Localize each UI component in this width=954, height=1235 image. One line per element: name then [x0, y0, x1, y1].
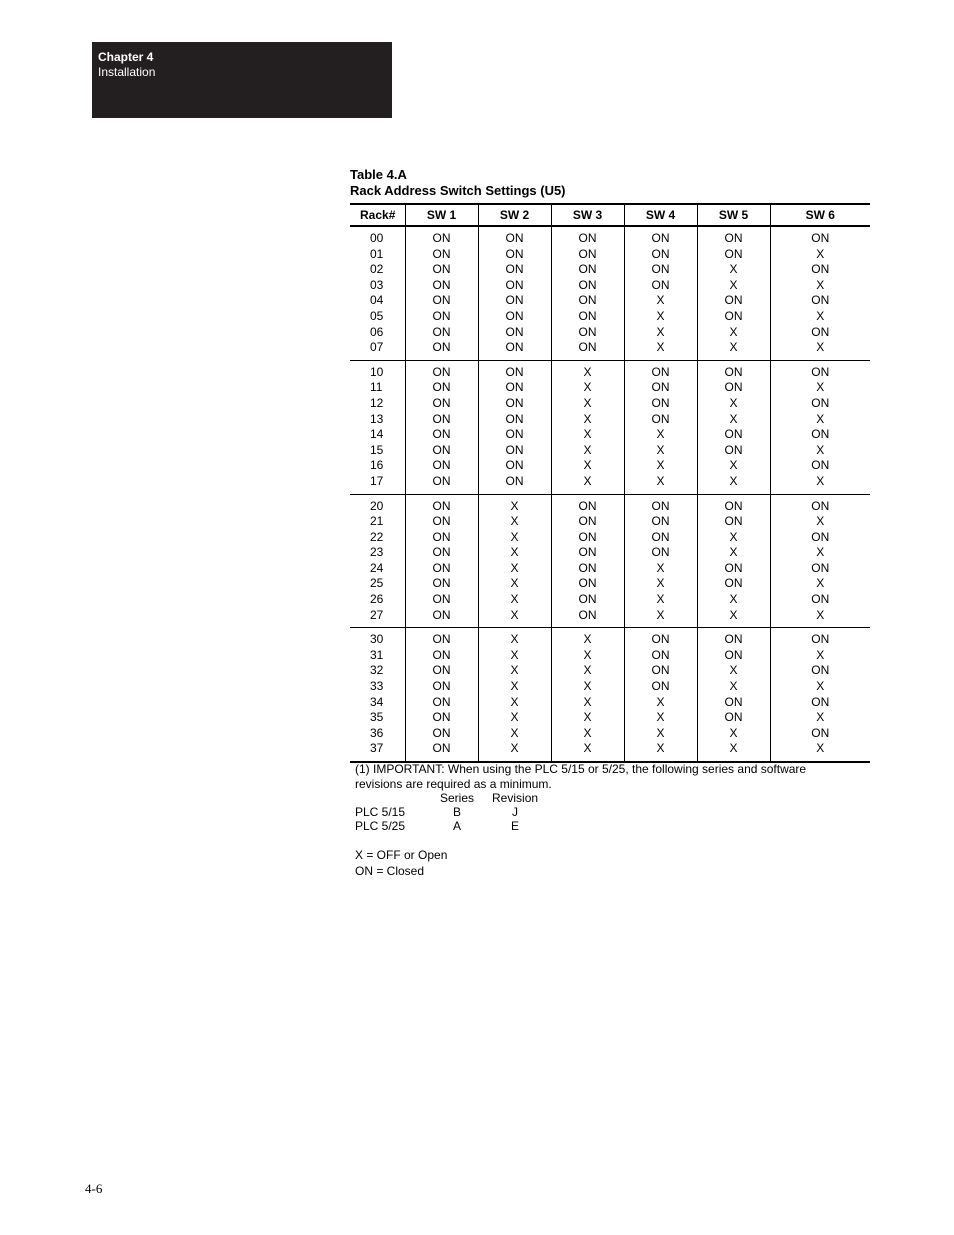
cell-sw1: ON: [405, 380, 478, 396]
cell-rack: 26: [350, 592, 405, 608]
cell-sw2: ON: [478, 396, 551, 412]
table-row: [350, 663, 870, 679]
cell-sw5: X: [697, 726, 770, 742]
cell-sw4: X: [624, 695, 697, 711]
table-row: [350, 360, 870, 380]
cell-sw6: X: [816, 411, 825, 426]
cell-sw5: ON: [697, 695, 770, 711]
cell-sw6: X: [816, 380, 825, 395]
cell-rack: 24: [350, 561, 405, 577]
cell-sw6: ON: [811, 663, 830, 678]
cell-sw1: ON: [405, 628, 478, 648]
cell-sw3: X: [551, 474, 624, 494]
cell-sw4: X: [624, 293, 697, 309]
table-row: [350, 530, 870, 546]
cell-rack: 03: [350, 278, 405, 294]
cell-rack: 23: [350, 545, 405, 561]
cell-sw2: X: [478, 514, 551, 530]
cell-sw6: ON: [811, 364, 830, 379]
cell-sw3: X: [551, 628, 624, 648]
cell-sw6: ON: [811, 324, 830, 339]
cell-sw1: ON: [405, 247, 478, 263]
revision-table: [355, 791, 538, 833]
column-header-sw1: SW 1: [405, 204, 478, 226]
cell-sw2: ON: [478, 427, 551, 443]
cell-sw2: ON: [478, 247, 551, 263]
revision-header: Revision: [492, 791, 539, 805]
table-row: [350, 710, 870, 726]
cell-sw2: X: [478, 576, 551, 592]
table-row: [350, 514, 870, 530]
cell-sw6: X: [770, 340, 870, 360]
legend-off: X = OFF or Open: [355, 848, 448, 862]
cell-sw6: ON: [811, 262, 830, 277]
cell-sw5: X: [697, 530, 770, 546]
column-header-sw5: SW 5: [697, 204, 770, 226]
cell-rack: 04: [350, 293, 405, 309]
cell-sw3: X: [551, 695, 624, 711]
cell-sw3: X: [551, 458, 624, 474]
cell-sw2: X: [478, 741, 551, 762]
cell-sw5: ON: [697, 710, 770, 726]
cell-sw4: X: [624, 325, 697, 341]
cell-sw6: ON: [811, 560, 830, 575]
cell-sw6: X: [770, 741, 870, 762]
cell-rack: 27: [350, 608, 405, 628]
cell-rack: 13: [350, 412, 405, 428]
cell-rack: 16: [350, 458, 405, 474]
cell-sw1: ON: [405, 309, 478, 325]
column-header-sw6: SW 6: [770, 204, 870, 226]
table-row: [350, 576, 870, 592]
cell-sw6: ON: [811, 498, 830, 513]
cell-sw5: X: [697, 679, 770, 695]
cell-sw5: ON: [697, 576, 770, 592]
cell-sw1: ON: [405, 396, 478, 412]
cell-rack: 36: [350, 726, 405, 742]
cell-sw5: X: [697, 262, 770, 278]
cell-sw4: X: [624, 474, 697, 494]
table-row: [350, 741, 870, 762]
cell-sw2: ON: [478, 443, 551, 459]
cell-sw2: X: [478, 628, 551, 648]
cell-sw2: X: [478, 545, 551, 561]
cell-rack: 07: [350, 340, 405, 360]
cell-sw2: X: [478, 592, 551, 608]
table-row: [350, 427, 870, 443]
rack-group: [350, 226, 870, 360]
cell-sw4: X: [624, 576, 697, 592]
cell-sw5: ON: [697, 247, 770, 263]
cell-sw2: X: [478, 561, 551, 577]
table-row: [350, 262, 870, 278]
cell-sw3: ON: [551, 608, 624, 628]
cell-rack: 20: [350, 494, 405, 514]
cell-sw6: ON: [811, 632, 830, 647]
cell-sw4: X: [624, 458, 697, 474]
cell-sw1: ON: [405, 741, 478, 762]
cell-sw5: ON: [697, 561, 770, 577]
cell-sw3: X: [551, 663, 624, 679]
table-row: [350, 396, 870, 412]
cell-sw6: X: [816, 514, 825, 529]
cell-sw4: ON: [624, 530, 697, 546]
cell-sw5: X: [697, 592, 770, 608]
cell-sw6: ON: [811, 231, 830, 245]
table-row: [350, 592, 870, 608]
column-header-sw4: SW 4: [624, 204, 697, 226]
cell-sw5: ON: [697, 360, 770, 380]
revision-row: [355, 819, 538, 833]
column-header-sw3: SW 3: [551, 204, 624, 226]
cell-sw4: ON: [624, 360, 697, 380]
cell-sw3: X: [551, 396, 624, 412]
cell-sw1: ON: [405, 726, 478, 742]
cell-sw2: X: [478, 494, 551, 514]
revision-model: PLC 5/15: [355, 805, 406, 819]
cell-sw5: ON: [697, 427, 770, 443]
cell-rack: 31: [350, 648, 405, 664]
cell-sw5: ON: [697, 648, 770, 664]
cell-sw4: ON: [624, 628, 697, 648]
cell-sw2: ON: [478, 458, 551, 474]
cell-sw1: ON: [405, 608, 478, 628]
cell-sw1: ON: [405, 360, 478, 380]
cell-sw5: X: [697, 741, 770, 762]
cell-sw2: X: [478, 695, 551, 711]
cell-sw1: ON: [405, 443, 478, 459]
cell-sw6: X: [816, 647, 825, 662]
cell-sw2: ON: [478, 360, 551, 380]
cell-sw3: ON: [551, 226, 624, 247]
cell-rack: 01: [350, 247, 405, 263]
cell-sw6: X: [816, 545, 825, 560]
table-row: [350, 679, 870, 695]
series-header: Series: [440, 791, 475, 805]
cell-sw3: ON: [551, 247, 624, 263]
cell-sw1: ON: [405, 427, 478, 443]
table-row: [350, 443, 870, 459]
cell-sw3: ON: [551, 325, 624, 341]
cell-sw1: ON: [405, 576, 478, 592]
legend-on: ON = Closed: [355, 864, 425, 878]
cell-sw1: ON: [405, 648, 478, 664]
cell-sw2: ON: [478, 325, 551, 341]
cell-sw6: X: [816, 576, 825, 591]
cell-sw4: X: [624, 340, 697, 360]
cell-sw4: ON: [624, 247, 697, 263]
table-row: [350, 380, 870, 396]
cell-sw2: X: [478, 710, 551, 726]
table-header-row: [350, 204, 870, 226]
chapter-section: Installation: [98, 65, 156, 79]
cell-sw3: X: [551, 412, 624, 428]
cell-sw4: ON: [624, 396, 697, 412]
cell-sw3: ON: [551, 293, 624, 309]
table-row: [350, 278, 870, 294]
cell-sw3: X: [551, 726, 624, 742]
cell-sw4: X: [624, 726, 697, 742]
cell-sw6: X: [816, 710, 825, 725]
cell-sw5: X: [697, 608, 770, 628]
cell-sw2: ON: [478, 474, 551, 494]
cell-sw4: X: [624, 608, 697, 628]
cell-rack: 34: [350, 695, 405, 711]
cell-sw5: ON: [697, 309, 770, 325]
cell-sw1: ON: [405, 412, 478, 428]
cell-sw3: ON: [551, 340, 624, 360]
cell-sw5: X: [697, 396, 770, 412]
important-note: (1) IMPORTANT: When using the PLC 5/15 or 5/25, the following series and software revisions are required as a minimum.: [355, 762, 807, 791]
table-row: [350, 412, 870, 428]
cell-sw3: ON: [551, 576, 624, 592]
cell-sw5: X: [697, 412, 770, 428]
cell-rack: 06: [350, 325, 405, 341]
cell-sw2: X: [478, 663, 551, 679]
cell-sw4: ON: [624, 514, 697, 530]
cell-sw1: ON: [405, 278, 478, 294]
cell-sw1: ON: [405, 561, 478, 577]
cell-sw3: X: [551, 710, 624, 726]
cell-sw1: ON: [405, 458, 478, 474]
cell-rack: 15: [350, 443, 405, 459]
cell-sw5: ON: [697, 293, 770, 309]
cell-rack: 10: [350, 360, 405, 380]
cell-sw1: ON: [405, 679, 478, 695]
cell-sw6: X: [816, 308, 825, 323]
cell-sw2: X: [478, 608, 551, 628]
cell-rack: 25: [350, 576, 405, 592]
cell-sw3: ON: [551, 309, 624, 325]
revision-series: A: [453, 819, 462, 833]
cell-sw4: X: [624, 427, 697, 443]
cell-sw4: X: [624, 443, 697, 459]
cell-sw2: X: [478, 679, 551, 695]
cell-sw3: ON: [551, 545, 624, 561]
table-row: [350, 293, 870, 309]
cell-sw6: ON: [811, 725, 830, 740]
table-number: Table 4.A: [350, 167, 407, 182]
cell-sw1: ON: [405, 262, 478, 278]
cell-sw4: ON: [624, 278, 697, 294]
table-row: [350, 561, 870, 577]
cell-sw1: ON: [405, 695, 478, 711]
cell-sw4: ON: [624, 262, 697, 278]
cell-sw1: ON: [405, 325, 478, 341]
page-number: 4-6: [85, 1181, 103, 1196]
cell-rack: 00: [350, 226, 405, 247]
cell-sw2: X: [478, 530, 551, 546]
revision-series: B: [453, 805, 462, 819]
cell-sw3: ON: [551, 494, 624, 514]
cell-sw6: ON: [811, 529, 830, 544]
cell-sw6: X: [816, 442, 825, 457]
cell-sw4: X: [624, 309, 697, 325]
cell-sw4: ON: [624, 380, 697, 396]
cell-sw1: ON: [405, 474, 478, 494]
table-row: [350, 340, 870, 360]
chapter-number: Chapter 4: [98, 50, 154, 64]
cell-rack: 02: [350, 262, 405, 278]
revision-model: PLC 5/25: [355, 819, 406, 833]
revision-row: [355, 805, 538, 819]
cell-sw6: ON: [811, 427, 830, 442]
cell-sw2: ON: [478, 262, 551, 278]
table-row: [350, 648, 870, 664]
cell-sw3: X: [551, 360, 624, 380]
cell-sw2: ON: [478, 293, 551, 309]
cell-sw1: ON: [405, 340, 478, 360]
cell-sw4: ON: [624, 494, 697, 514]
cell-sw6: ON: [811, 293, 830, 308]
cell-sw5: X: [697, 340, 770, 360]
cell-sw3: X: [551, 741, 624, 762]
cell-rack: 11: [350, 380, 405, 396]
table-caption: [350, 167, 566, 199]
cell-sw6: X: [816, 246, 825, 261]
cell-sw6: X: [816, 277, 825, 292]
cell-sw3: X: [551, 427, 624, 443]
cell-sw3: ON: [551, 278, 624, 294]
table-notes: [355, 762, 855, 879]
cell-sw2: ON: [478, 412, 551, 428]
table-row: [350, 545, 870, 561]
cell-sw4: ON: [624, 679, 697, 695]
cell-sw1: ON: [405, 663, 478, 679]
chapter-header: [92, 42, 392, 118]
cell-sw2: ON: [478, 226, 551, 247]
column-header-sw2: SW 2: [478, 204, 551, 226]
cell-sw4: X: [624, 710, 697, 726]
table-row: [350, 309, 870, 325]
cell-sw6: ON: [811, 395, 830, 410]
cell-sw4: X: [624, 592, 697, 608]
cell-sw4: ON: [624, 226, 697, 247]
table-row: [350, 695, 870, 711]
cell-sw1: ON: [405, 226, 478, 247]
cell-sw1: ON: [405, 293, 478, 309]
cell-sw2: ON: [478, 340, 551, 360]
cell-sw4: ON: [624, 648, 697, 664]
cell-sw5: ON: [697, 226, 770, 247]
rack-group: [350, 628, 870, 762]
cell-sw2: X: [478, 648, 551, 664]
cell-sw5: X: [697, 474, 770, 494]
cell-sw6: X: [816, 679, 825, 694]
cell-sw5: X: [697, 325, 770, 341]
table-row: [350, 247, 870, 263]
cell-sw4: X: [624, 741, 697, 762]
cell-sw4: ON: [624, 663, 697, 679]
cell-sw5: ON: [697, 494, 770, 514]
cell-rack: 05: [350, 309, 405, 325]
cell-sw4: ON: [624, 545, 697, 561]
cell-sw5: ON: [697, 628, 770, 648]
cell-sw6: X: [770, 474, 870, 494]
cell-sw3: ON: [551, 561, 624, 577]
cell-sw5: ON: [697, 380, 770, 396]
cell-sw5: X: [697, 278, 770, 294]
cell-sw1: ON: [405, 494, 478, 514]
cell-sw6: ON: [811, 458, 830, 473]
cell-sw6: ON: [811, 592, 830, 607]
cell-rack: 30: [350, 628, 405, 648]
table-row: [350, 494, 870, 514]
cell-sw5: X: [697, 545, 770, 561]
table-title: Rack Address Switch Settings (U5): [350, 183, 566, 198]
cell-sw3: X: [551, 679, 624, 695]
table-row: [350, 474, 870, 494]
cell-rack: 32: [350, 663, 405, 679]
table-row: [350, 458, 870, 474]
rack-group: [350, 360, 870, 494]
cell-sw1: ON: [405, 710, 478, 726]
cell-sw6: X: [770, 608, 870, 628]
column-header-rack: Rack#: [350, 204, 405, 226]
revision-value: J: [512, 805, 519, 819]
rack-address-switch-table: [350, 203, 870, 763]
cell-sw1: ON: [405, 530, 478, 546]
cell-rack: 37: [350, 741, 405, 762]
cell-sw1: ON: [405, 592, 478, 608]
cell-sw3: X: [551, 648, 624, 664]
cell-rack: 21: [350, 514, 405, 530]
cell-sw2: ON: [478, 380, 551, 396]
cell-sw2: ON: [478, 278, 551, 294]
cell-rack: 17: [350, 474, 405, 494]
cell-rack: 33: [350, 679, 405, 695]
cell-sw3: X: [551, 380, 624, 396]
cell-sw3: ON: [551, 514, 624, 530]
cell-sw5: ON: [697, 443, 770, 459]
table-row: [350, 608, 870, 628]
cell-rack: 35: [350, 710, 405, 726]
table-row: [350, 325, 870, 341]
cell-sw2: X: [478, 726, 551, 742]
legend: [355, 847, 855, 879]
cell-sw1: ON: [405, 545, 478, 561]
cell-sw5: ON: [697, 514, 770, 530]
cell-sw4: ON: [624, 412, 697, 428]
cell-sw6: ON: [811, 694, 830, 709]
cell-rack: 12: [350, 396, 405, 412]
table-row: [350, 226, 870, 247]
table-row: [350, 628, 870, 648]
cell-rack: 14: [350, 427, 405, 443]
cell-sw3: ON: [551, 530, 624, 546]
revision-header-row: [355, 791, 538, 805]
cell-sw3: X: [551, 443, 624, 459]
revision-value: E: [511, 819, 520, 833]
cell-sw2: ON: [478, 309, 551, 325]
cell-sw5: X: [697, 663, 770, 679]
cell-sw3: ON: [551, 262, 624, 278]
cell-sw1: ON: [405, 514, 478, 530]
cell-sw3: ON: [551, 592, 624, 608]
rack-group: [350, 494, 870, 628]
table-row: [350, 726, 870, 742]
cell-rack: 22: [350, 530, 405, 546]
cell-sw5: X: [697, 458, 770, 474]
cell-sw4: X: [624, 561, 697, 577]
